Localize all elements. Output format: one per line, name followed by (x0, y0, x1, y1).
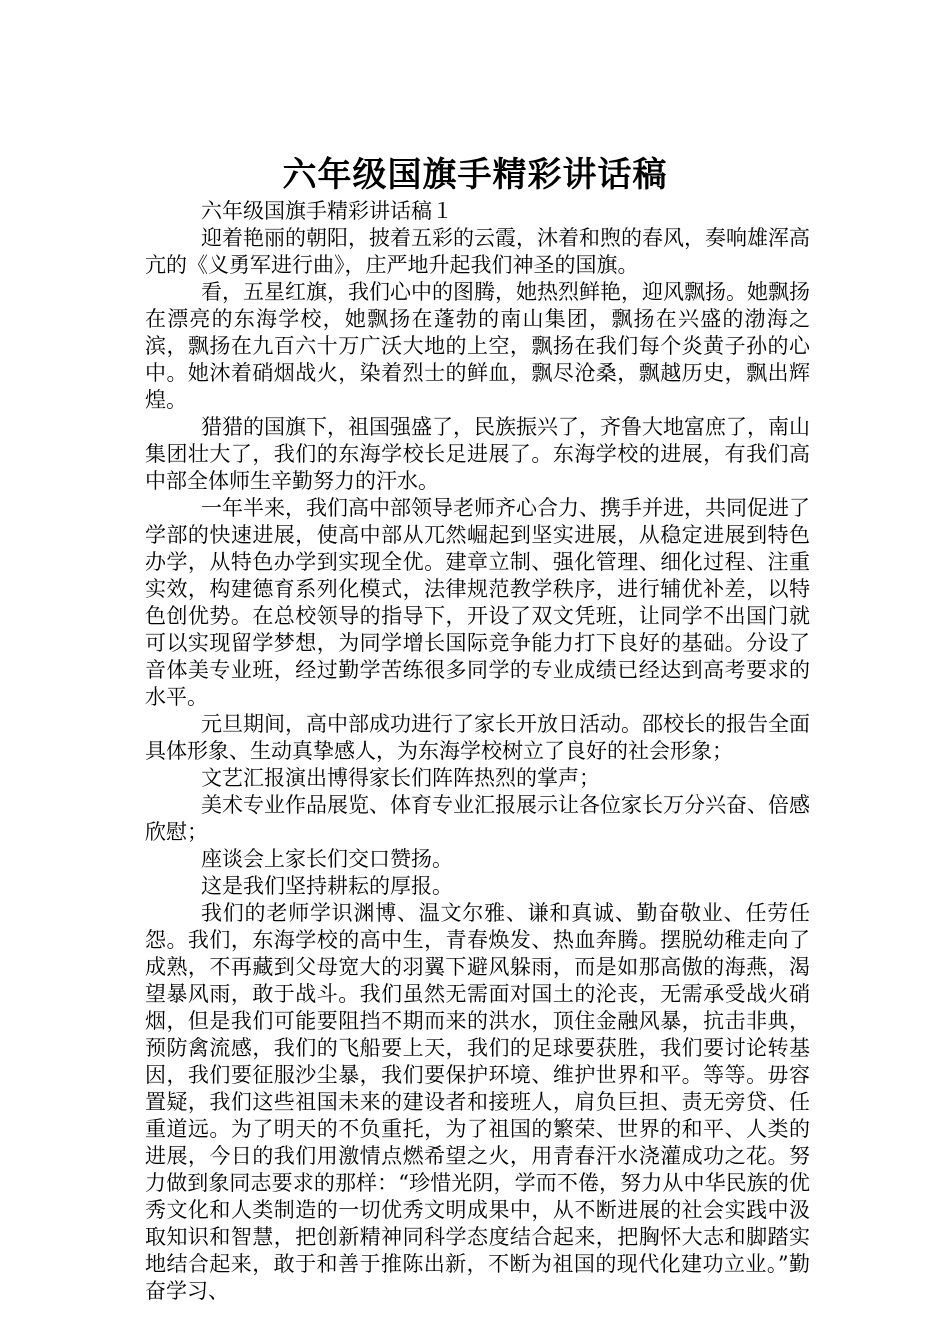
document-title: 六年级国旗手精彩讲话稿 (282, 154, 668, 195)
paragraph: 元旦期间，高中部成功进行了家长开放日活动。邵校长的报告全面具体形象、生动真挚感人，为东海学校树立了良好的社会形象； (145, 712, 810, 763)
paragraph: 文艺汇报演出博得家长们阵阵热烈的掌声； (201, 766, 600, 790)
paragraph: 我们的老师学识渊博、温文尔雅、谦和真诚、勤奋敬业、任劳任怨。我们，东海学校的高中生，青春焕发、热血奔腾。摆脱幼稚走向了成熟，不再藏到父母宽大的羽翼下避风躲雨，而是如那高傲的海燕，渴望暴风雨，敢于战斗。我们虽然无需面对国土的沦丧，无需承受战火硝烟，但是我们可能要阻挡不期而来的洪水，顶住金融风暴，抗击非典，预防禽流感，我们的飞船要上天，我们的足球要获胜，我们要讨论转基因，我们要征服沙尘暴，我们要保护环境、维护世界和平。等等。毋容置疑，我们这些祖国未来的建设者和接班人，肩负巨担、责无旁贷、任重道远。为了明天的不负重托，为了祖国的繁荣、世界的和平、人类的进展，今日的我们用激情点燃希望之火，用青春汗水浇灌成功之花。努力做到象同志要求的那样：“珍惜光阴，学而不倦，努力从中华民族的优秀文化和人类制造的一切优秀文明成果中，从不断进展的社会实践中汲取知识和智慧，把创新精神同科学态度结合起来，把胸怀大志和脚踏实地结合起来，敢于和善于推陈出新，不断为祖国的现代化建功立业。”勤奋学习、 (145, 901, 810, 1303)
paragraph: 看，五星红旗，我们心中的图腾，她热烈鲜艳，迎风飘扬。她飘扬在漂亮的东海学校，她飘扬在蓬勃的南山集团，飘扬在兴盛的渤海之滨，飘扬在九百六十万广沃大地的上空，飘扬在我们每个炎黄子孙的心中。她沐着硝烟战火，染着烈士的鲜血，飘尽沧桑，飘越历史，飘出辉煌。 (145, 280, 810, 412)
paragraph-subtitle: 六年级国旗手精彩讲话稿１ (201, 199, 453, 223)
paragraph: 这是我们坚持耕耘的厚报。 (201, 874, 453, 898)
paragraph: 迎着艳丽的朝阳，披着五彩的云霞，沐着和煦的春风，奏响雄浑高亢的《义勇军进行曲》，庄严地升起我们神圣的国旗。 (145, 226, 810, 277)
document-body (145, 198, 810, 1305)
paragraph: 猎猎的国旗下，祖国强盛了，民族振兴了，齐鲁大地富庶了，南山集团壮大了，我们的东海学校长足进展了。东海学校的进展，有我们高中部全体师生辛勤努力的汗水。 (145, 415, 810, 493)
paragraph: 一年半来，我们高中部领导老师齐心合力、携手并进，共同促进了学部的快速进展，使高中部从兀然崛起到坚实进展，从稳定进展到特色办学，从特色办学到实现全优。建章立制、强化管理、细化过程、注重实效，构建德育系列化模式，法律规范教学秩序，进行辅优补差，以特色创优势。在总校领导的指导下，开设了双文凭班，让同学不出国门就可以实现留学梦想，为同学增长国际竞争能力打下良好的基础。分设了音体美专业班，经过勤学苦练很多同学的专业成绩已经达到高考要求的水平。 (145, 496, 810, 709)
paragraph: 美术专业作品展览、体育专业汇报展示让各位家长万分兴奋、倍感欣慰； (145, 793, 810, 844)
paragraph: 座谈会上家长们交口赞扬。 (201, 847, 453, 871)
